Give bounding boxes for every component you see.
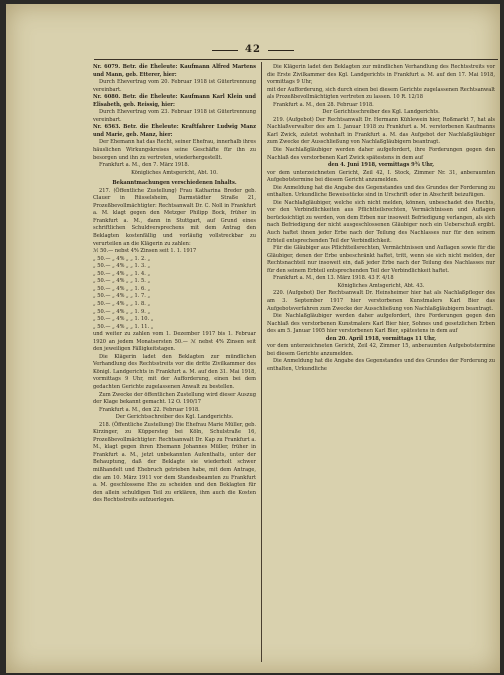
paragraph: Nr. 6563. Betr. die Eheleute: Kraftfahrer Ludwig Manz und Marie, geb. Manz, hier: bbox=[93, 124, 256, 138]
paragraph: Die Nachlaßgläubiger werden daher aufgefordert, ihre Forderungen gegen den Nachlaß des verstorbenen Kunstmalers Karl Bier hier, Sohnes und gesetzlichen Erben des am 5. Januar 1905 hier verstorbenen Karl Bier, spätestens in dem auf bbox=[267, 313, 495, 335]
paragraph: Bekanntmachungen verschiedenen Inhalts. bbox=[112, 180, 237, 187]
paragraph: vor dem unterzeichneten Gericht, Zeil 42, Zimmer 15, anberaumten Aufgebotstermine bei diesem Gerichte anzumelden. bbox=[267, 343, 495, 357]
paragraph: Für die Gläubiger aus Pflichtteilsrechten, Vermächtnissen und Auflagen sowie für die Gläubiger, denen der Erbe unbeschränkt haftet, tritt, wenn sie sich nicht melden, der Rechtsnachteil nur insoweit ein, daß jeder Erbe nach der Teilung des Nachlasses nur für den seinem Erbteil entsprechenden Teil der Verbindlichkeit haftet. bbox=[267, 245, 495, 274]
paragraph: Die Nachlaßgläubiger werden daher aufgefordert, ihre Forderungen gegen den Nachlaß des verstorbenen Karl Zwick spätestens in dem auf bbox=[267, 147, 495, 161]
paragraph: Durch Ehevertrag vom 20. Februar 1918 ist Gütertrennung vereinbart. bbox=[93, 79, 256, 93]
paragraph: Frankfurt a. M., den 7. März 1918. bbox=[99, 162, 190, 169]
paragraph: „ 50.— „ 4% „ „ 1. 9. „ bbox=[93, 308, 151, 315]
paragraph: Die Anmeldung hat die Angabe des Gegenstandes und des Grundes der Forderung zu enthalten, Urkundliche bbox=[267, 358, 495, 372]
paragraph: „ 50.— „ 4% „ „ 1. 5. „ bbox=[93, 278, 151, 285]
paragraph: mit der Aufforderung, sich durch einen bei diesem Gerichte zugelassenen Rechtsanwalt als Prozeßbevollmächtigten vertreten zu lassen. 10 R. 12/18 bbox=[267, 86, 495, 101]
paragraph: Die Klägerin ladet den Beklagten zur mündlichen Verhandlung des Rechtsstreits vor die Erste Zivilkammer des Kgl. Landgerichts in Frankfurt a. M. auf den 17. Mai 1918, vormittags 9 Uhr, bbox=[267, 64, 495, 86]
paragraph: „ 50.— „ 4% „ „ 1. 4. „ bbox=[93, 270, 151, 277]
paragraph: Nr. 6080. Betr. die Eheleute: Kaufmann Karl Klein und Elisabeth, geb. Reissig, hier: bbox=[93, 94, 256, 108]
header-rule bbox=[94, 59, 498, 60]
paragraph: den 20. April 1918, vormittags 11 Uhr, bbox=[325, 335, 437, 342]
paragraph: 217. (Öffentliche Zustellung) Frau Katharina Breder geb. Clauer in Rüsselsheim, Darmstädter Straße 21, Prozeßbevollmächtigter: Rechtsanwalt Dr. C. Noll in Frankfurt a. M. klagt gegen den Metzger Philipp Bock, früher in Frankfurt a. M., dann in Stuttgart, auf Grund eines schriftlichen Schuldversprechens mit dem Antrag den Beklagten kostenfällig und vorläufig vollstreckbar zu verurteilen an die Klägerin zu zahlen: bbox=[93, 187, 256, 247]
paragraph: Zum Zwecke der öffentlichen Zustellung wird dieser Auszug der Klage bekannt gemacht. 12 O. 190/17 bbox=[93, 391, 256, 406]
paragraph: 220. (Aufgebot) Der Rechtsanwalt Dr. Heinsheimer hier hat als Nachlaßpfleger des am 3. September 1917 hier verstorbenen Kunstmalers Karl Bier das Aufgebotsverfahren zum Zwecke der Ausschließung von Nachlaßgläubigern beantragt. bbox=[267, 290, 495, 312]
paragraph: Königliches Amtsgericht, Abt. 43. bbox=[337, 282, 425, 289]
paragraph: den 4. Juni 1918, vormittags 9¾ Uhr, bbox=[327, 162, 435, 169]
paragraph: Frankfurt a. M., den 28. Februar 1918. bbox=[273, 101, 374, 108]
paragraph: „ 50.— „ 4% „ „ 1. 2. „ bbox=[93, 255, 151, 262]
document-page bbox=[6, 4, 500, 673]
paragraph: Durch Ehevertrag vom 23. Februar 1918 ist Gütertrennung vereinbart. bbox=[93, 109, 256, 123]
column-divider bbox=[261, 62, 262, 662]
paragraph: Die Anmeldung hat die Angabe des Gegenstandes und des Grundes der Forderung zu enthalten. Urkundliche Beweisstücke sind in Urschrift oder in Abschrift beizufügen. bbox=[267, 184, 495, 199]
left-column bbox=[93, 64, 256, 505]
paragraph: 219. (Aufgebot) Der Rechtsanwalt Dr. Hermann Kühlewein hier, Roßmarkt 7, hat als Nachlaßverwalter des am 1. Januar 1918 zu Frankfurt a. M. verstorbenen Kaufmanns Karl Zwick, zuletzt wohnhaft in Frankfurt a. M. das Aufgebot der Nachlaßgläubiger zum Zwecke der Ausschließung von Nachlaßgläubigern beantragt. bbox=[267, 116, 495, 146]
paragraph: Frankfurt a. M., den 13. März 1918. 43 F. 4/18 bbox=[273, 275, 394, 282]
paragraph: „ 50.— „ 4% „ „ 1. 3. „ bbox=[93, 263, 151, 270]
paragraph: Die Klägerin ladet den Beklagten zur mündlichen Verhandlung des Rechtsstreits vor die dritte Zivilkammer des Königl. Landgerichts in Frankfurt a. M. auf den 31. Mai 1918, vormittags 9 Uhr, mit der Aufforderung, einen bei dem gedachten Gerichte zugelassenen Anwalt zu bestellen. bbox=[93, 353, 256, 390]
page-header bbox=[6, 44, 500, 58]
paragraph: „ 50.— „ 4% „ „ 1. 10. „ bbox=[93, 316, 154, 323]
paragraph: Der Gerichtsschreiber des Kgl. Landgerichts. bbox=[115, 414, 234, 421]
paragraph: „ 50.— „ 4% „ „ 1. 7. „ bbox=[93, 293, 151, 300]
paragraph: „ 50.— „ 4% „ „ 1. 8. „ bbox=[93, 300, 151, 307]
paragraph: Königliches Amtsgericht, Abt. 10. bbox=[131, 169, 218, 176]
paragraph: und weiter zu zahlen vom 1. Dezember 1917 bis 1. Februar 1920 an jedem Monatsersten 50.— ℳ nebst 4% Zinsen seit den jeweiligen Fälligkeitstagen. bbox=[93, 331, 256, 353]
right-column bbox=[267, 64, 495, 373]
paragraph: Der Ehemann hat das Recht, seiner Ehefrau, innerhalb ihres häuslichen Wirkungskreises seine Geschäfte für ihn zu besorgen und ihn zu vertreten, wiederhergestellt. bbox=[93, 139, 256, 161]
paragraph: Die Nachlaßgläubiger, welche sich nicht melden, können, unbeschadet des Rechts, vor den Verbindlichkeiten aus Pflichtteilsrechten, Vermächtnissen und Auflagen berücksichtigt zu werden, von dem Erben nur insoweit Befriedigung verlangen, als sich nach Befriedigung der nicht ausgeschlossenen Gläubiger noch ein Ueberschuß ergibt. Auch haftet ihnen jeder Erbe nach der Teilung des Nachlasses nur für den seinem Erbteil entsprechenden Teil der Verbindlichkeit. bbox=[267, 199, 495, 244]
paragraph: 218. (Öffentliche Zustellung) Die Ehefrau Marie Müller, geb. Kirzinger, zu Küppersteg bei Köln, Schulstraße 16, Prozeßbevollmächtigter: Rechtsanwalt Dr. Kap zu Frankfurt a. M., klagt gegen ihren Ehemann Johannes Müller, früher in Frankfurt a. M., jetzt unbekannten Aufenthalts, unter der Behauptung, daß der Beklagte sie wiederholt schwer mißhandelt und Ehebruch getrieben habe, mit dem Antrage, die am 10. März 1911 vor dem Standesbeamten zu Frankfurt a. M. geschlossene Ehe zu scheiden und den Beklagten für den allein schuldigen Teil zu erklären, ihm auch die Kosten des Rechtsstreits aufzuerlegen. bbox=[93, 421, 256, 504]
paragraph: Der Gerichtsschreiber des Kgl. Landgerichts. bbox=[322, 109, 440, 116]
paragraph: „ 50.— „ 4% „ „ 1. 6. „ bbox=[93, 285, 151, 292]
paragraph: vor dem unterzeichneten Gericht, Zeil 42, I. Stock, Zimmer Nr. 31, anberaumten Aufgebotstermine bei diesem Gericht anzumelden. bbox=[267, 169, 495, 184]
paragraph: „ 50.— „ 4% „ „ 1. 11. „ bbox=[93, 323, 154, 330]
paragraph: ℳ 50.— nebst 4% Zinsen seit 1. 1. 1917 bbox=[93, 248, 197, 255]
paragraph: Frankfurt a. M., den 22. Februar 1918. bbox=[99, 406, 200, 413]
header-dash-right bbox=[268, 50, 294, 51]
paragraph: Nr. 6079. Betr. die Eheleute: Kaufmann Alfred Martens und Mann, geb. Etterer, hier: bbox=[93, 64, 256, 78]
page-number: 42 bbox=[245, 44, 261, 55]
